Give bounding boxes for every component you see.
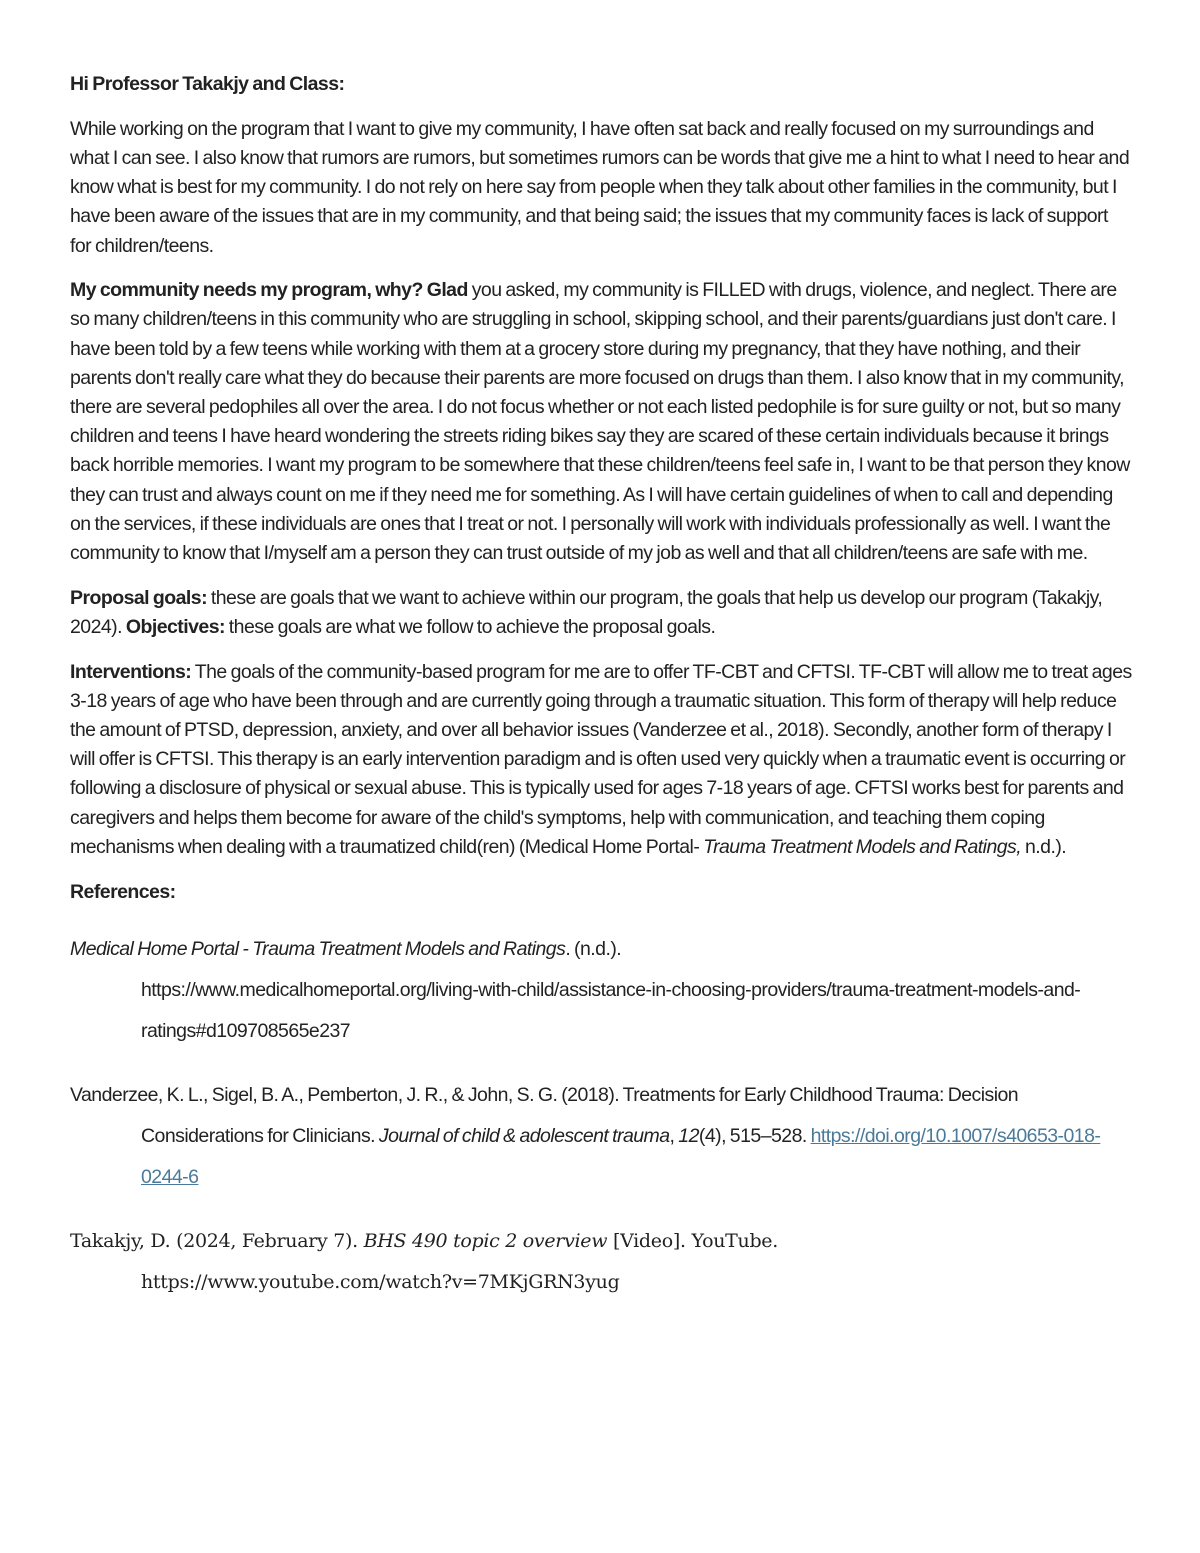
ref2-doi-link[interactable]: https://doi.org/10.1007/s40653-018-0244-6 bbox=[141, 1124, 1101, 1189]
ref2-sep: , bbox=[669, 1124, 679, 1147]
objectives-text: these goals are what we follow to achieve the proposal goals. bbox=[224, 615, 716, 638]
ref1-title: Medical Home Portal - Trauma Treatment Models and Ratings bbox=[70, 937, 566, 960]
ref3-title: BHS 490 topic 2 overview bbox=[363, 1229, 608, 1252]
ref1-date: . (n.d.). bbox=[565, 937, 622, 960]
ref2-volume: 12 bbox=[678, 1124, 699, 1147]
community-paragraph bbox=[70, 276, 1132, 568]
interventions-citation-end: n.d.). bbox=[1021, 835, 1067, 858]
interventions-paragraph bbox=[70, 658, 1132, 862]
interventions-text: The goals of the community-based program for me are to offer TF-CBT and CFTSI. TF-CBT will allow me to treat ages 3-18 years of age who have been through and are currently going through a traumatic situation. This form of therapy will help reduce the amount of PTSD, depression, anxiety, and over all behavior issues (Vanderzee et al., 2018). Secondly, another form of therapy I will offer is CFTSI. This therapy is an early intervention paradigm and is often used very quickly when a traumatic event is occurring or following a disclosure of physical or sexual abuse. This is typically used for ages 7-18 years of age. CFTSI works best for parents and caregivers and helps them become for aware of the child's symptoms, help with communication, and teaching them coping mechanisms when dealing with a traumatized child(ren) (Medical Home Portal- bbox=[70, 660, 1132, 858]
community-body: you asked, my community is FILLED with drugs, violence, and neglect. There are so many children/teens in this community who are struggling in school, skipping school, and their parents/guardians just don't care. I have been told by a few teens while working with them at a grocery store during my pregnancy, that they have nothing, and their parents don't really care what they do because their parents are more focused on drugs than them. I also know that in my community, there are several pedophiles all over the area. I do not focus whether or not each listed pedophile is for sure guilty or not, but so many children and teens I have heard wondering the streets riding bikes say they are scared of these certain individuals because it brings back horrible memories. I want my program to be somewhere that these children/teens feel safe in, I want to be that person they know they can trust and always count on me if they need me for something. As I will have certain guidelines of when to call and depending on the services, if these individuals are ones that I treat or not. I personally will work with individuals professionally as well. I want the community to know that I/myself am a person they can trust outside of my job as well and that all children/teens are safe with me. bbox=[70, 279, 1130, 565]
ref1-url: https://www.medicalhomeportal.org/living-with-child/assistance-in-choosing-providers/trauma-treatment-models-and-ratings#d109708565e237 bbox=[141, 979, 1081, 1043]
interventions-label: Interventions: bbox=[70, 660, 192, 683]
reference-vanderzee bbox=[70, 1075, 1132, 1199]
proposal-goals-label: Proposal goals: bbox=[70, 586, 208, 609]
document-page bbox=[70, 70, 1132, 1325]
reference-takakjy bbox=[70, 1221, 1132, 1304]
ref3-authors: Takakjy, D. (2024, February 7). bbox=[70, 1229, 364, 1252]
ref2-authors: Vanderzee, K. L., Sigel, B. A., Pemberton, J. R., & John, S. G. (2018). Treatments for Early Childhood Trauma: Decision Considerations for Clinicians. bbox=[70, 1083, 1019, 1147]
greeting-heading: Hi Professor Takakjy and Class: bbox=[70, 73, 345, 95]
proposal-paragraph bbox=[70, 584, 1132, 642]
intro-paragraph: While working on the program that I want to give my community, I have often sat back and really focused on my surroundings and what I can see. I also know that rumors are rumors, but sometimes rumors can be words that give me a hint to what I need to hear and know what is best for my community. I do not rely on here say from people when they talk about other families in the community, but I have been aware of the issues that are in my community, and that being said; the issues that my community faces is lack of support for children/teens. bbox=[70, 117, 1130, 257]
interventions-citation-title: Trauma Treatment Models and Ratings, bbox=[703, 835, 1022, 858]
ref2-issue-pages: (4), 515–528. bbox=[698, 1124, 811, 1147]
objectives-label: Objectives: bbox=[125, 615, 225, 638]
ref2-journal: Journal of child & adolescent trauma bbox=[378, 1124, 670, 1147]
ref3-url: https://www.youtube.com/watch?v=7MKjGRN3yug bbox=[141, 1270, 620, 1293]
community-heading: My community needs my program, why? Glad bbox=[70, 279, 468, 302]
reference-medical-home-portal bbox=[70, 929, 1132, 1053]
ref3-medium: [Video]. YouTube. bbox=[607, 1229, 778, 1252]
references-heading: References: bbox=[70, 880, 176, 903]
proposal-goals-text: these are goals that we want to achieve within our program, the goals that help us develop our program (Takakjy, 2024). bbox=[70, 586, 1103, 638]
